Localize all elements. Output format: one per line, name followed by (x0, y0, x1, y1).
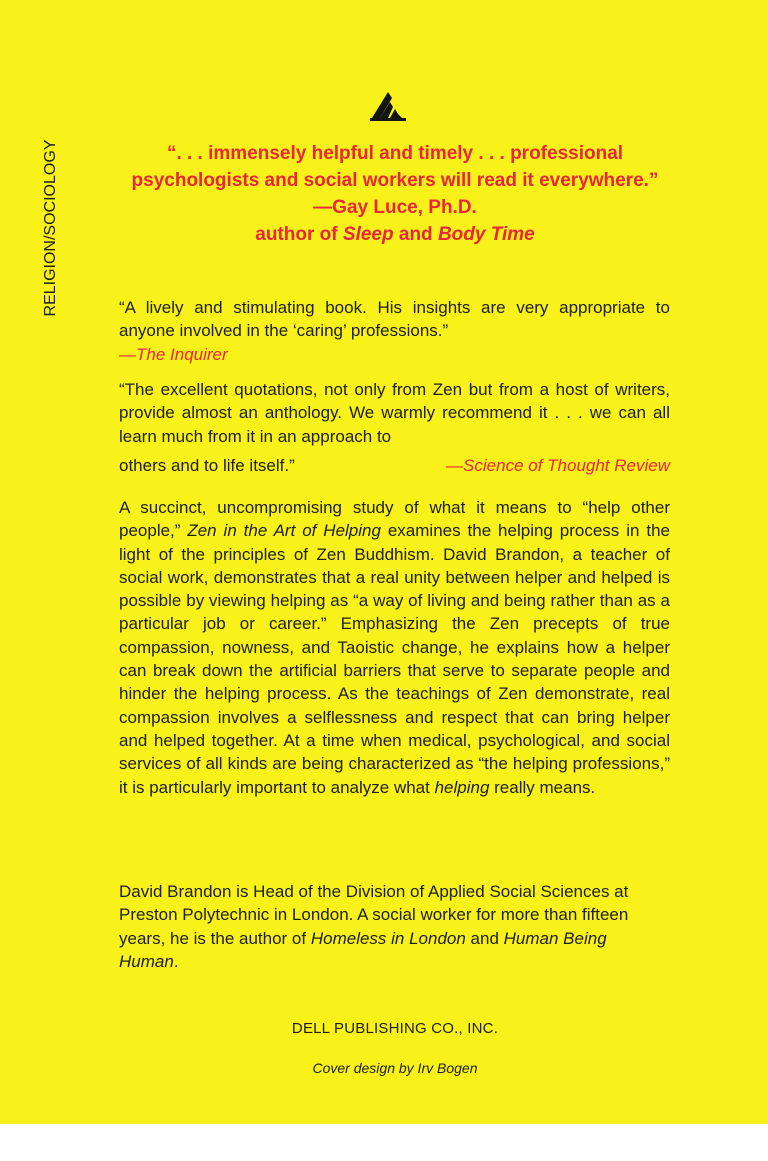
review-text: “The excellent quotations, not only from Zen but from a host of writers, provide almost an anthology. We warmly recommend it . . . we can all learn much from it in an approach to (119, 380, 670, 446)
author-prefix: author of (255, 224, 343, 245)
description-text: examines the helping process in the light of the principles of Zen Buddhism. David Brandon, a teacher of social work, demonstrates that a real unity between helper and helped is possible by viewing helping as “a way of living and being rather than as a particular job or career.” Emphasizing the Zen precepts of true compassion, nowness, and Taoistic change, he explains how a helper can break down the artificial barriers that serve to separate people and hinder the helping process. As the teachings of Zen demonstrate, real compassion involves a selflessness and respect that can bring helper and helped together. At a time when medical, psychological, and social services of all kinds are being characterized as “the helping professions,” it is particularly important to analyze what (119, 521, 670, 797)
book-title-human-being-human: Human Being Human (119, 928, 607, 971)
quote-author-credits (80, 221, 710, 248)
featured-quote (80, 140, 710, 248)
book-title-body-time: Body Time (437, 224, 535, 245)
cover-design-credit: Cover design by Irv Bogen (312, 1060, 478, 1076)
author-bio (119, 880, 670, 973)
quote-line-2: psychologists and social workers will read it everywhere.” (131, 170, 659, 191)
book-title-homeless: Homeless in London (310, 928, 466, 948)
review-text: “A lively and stimulating book. His insights are very appropriate to anyone involved in the ‘caring’ professions.” (119, 298, 670, 341)
review-science-of-thought (119, 378, 670, 477)
description-paragraph (119, 496, 670, 799)
bio-paragraph (119, 880, 670, 973)
quote-attribution: —Gay Luce, Ph.D. (313, 197, 477, 218)
review-text-end: others and to life itself.” (119, 455, 295, 475)
review-source: —The Inquirer (119, 344, 228, 364)
publisher-name: DELL PUBLISHING CO., INC. (291, 1020, 499, 1037)
bio-text: and (465, 928, 504, 948)
quote-line-1: “. . . immensely helpful and timely . . . professional (166, 143, 624, 164)
book-description (119, 496, 670, 799)
description-text: A succinct, uncompromising study of what it means to “help other people,” (119, 498, 670, 541)
bio-text: David Brandon is Head of the Division of Applied Social Sciences at Preston Polytechnic in London. A social worker for more than fifteen years, he is the author of (119, 882, 629, 948)
description-text: really means. (489, 777, 596, 797)
book-title-sleep: Sleep (342, 224, 394, 245)
page-margin (0, 1124, 768, 1161)
bio-text: . (173, 951, 179, 971)
spine-category-label: RELIGION/SOCIOLOGY (42, 139, 59, 317)
review-inquirer (119, 296, 670, 366)
dell-logo-icon (368, 88, 408, 122)
review-source: —Science of Thought Review (446, 455, 670, 475)
conjunction: and (393, 224, 438, 245)
emphasis-word: helping (434, 777, 490, 797)
book-title: Zen in the Art of Helping (187, 521, 381, 541)
review-last-line (119, 448, 670, 477)
